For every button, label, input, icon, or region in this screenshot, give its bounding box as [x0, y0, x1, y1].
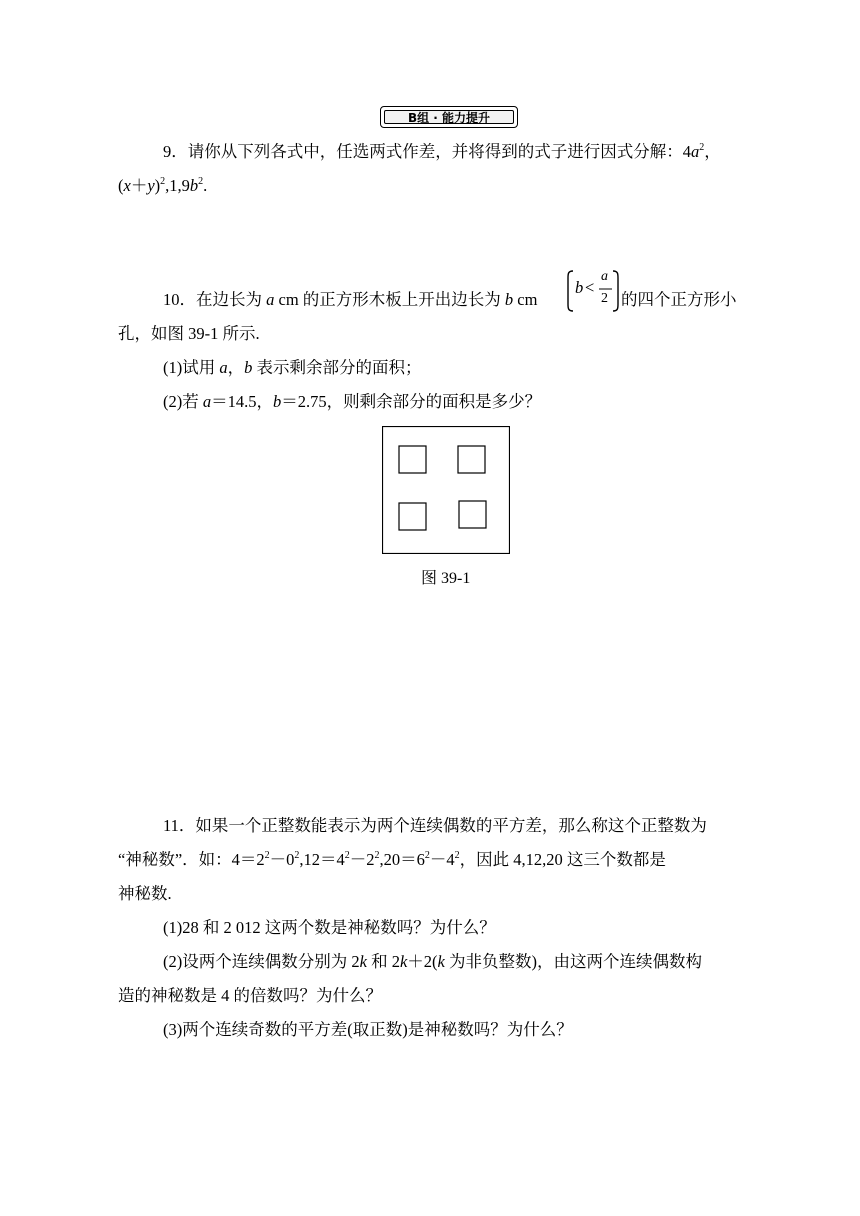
q10-line-2: 孔，如图 39-1 所示.: [118, 324, 260, 343]
q11-part-3: (3)两个连续奇数的平方差(取正数)是神秘数吗？为什么？: [163, 1020, 573, 1039]
hole-bottom-right: [459, 501, 486, 528]
q11-line-3: 神秘数.: [118, 884, 172, 903]
hole-top-right: [458, 446, 485, 473]
q11-line-2: “神秘数”．如：$4=2^2-0^2,12=4^2-2^2,20=6^2-4^2$，因此 4,12,20 这三个数都是: [118, 850, 666, 869]
section-badge: [380, 106, 518, 128]
q9-line-2: $(x+y)^2,1,9b^2$.: [118, 176, 208, 195]
q10-condition-denominator: 2: [601, 291, 608, 306]
q11-part-2-line-2: 造的神秘数是 4 的倍数吗？为什么？: [118, 986, 382, 1005]
q11-line-1: 11．如果一个正整数能表示为两个连续偶数的平方差，那么称这个正整数为: [163, 816, 707, 835]
hole-bottom-left: [399, 503, 426, 530]
q9-line-1: 9．请你从下列各式中，任选两式作差，并将得到的式子进行因式分解：$4a^2$，: [163, 142, 721, 161]
q10-condition-numerator: a: [601, 269, 608, 284]
q11-part-2: (2)设两个连续偶数分别为 2k 和 2k＋2(k 为非负整数)，由这两个连续偶数构: [163, 952, 702, 971]
q10-condition-b: b: [575, 278, 584, 297]
q10-condition-lt: <: [585, 278, 595, 297]
q10-line-1: 10．在边长为 a cm 的正方形木板上开出边长为 b cm: [163, 290, 538, 309]
q11-part-1: (1)28 和 2 012 这两个数是神秘数吗？为什么？: [163, 918, 496, 937]
q10-condition-bracket: [566, 270, 620, 312]
section-badge-label: B组 · 能力提升: [384, 110, 514, 124]
q10-part-1: (1)试用 a，b 表示剩余部分的面积；: [163, 358, 422, 377]
q10-part-2: (2)若 a＝14.5，b＝2.75，则剩余部分的面积是多少？: [163, 392, 542, 411]
figure-caption: 图 39-1: [421, 570, 471, 587]
hole-top-left: [399, 446, 426, 473]
figure-square-board: [382, 426, 510, 554]
q10-line-1-end: 的四个正方形小: [621, 290, 737, 309]
